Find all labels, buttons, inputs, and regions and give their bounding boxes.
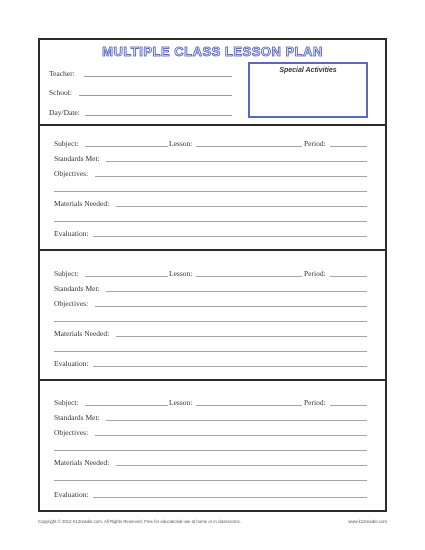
lesson-line[interactable] bbox=[196, 276, 302, 277]
lesson-label: Lesson: bbox=[169, 139, 193, 148]
objectives-line[interactable] bbox=[54, 321, 367, 322]
materials-label: Materials Needed: bbox=[54, 329, 110, 338]
school-label: School: bbox=[49, 88, 72, 97]
period-label: Period: bbox=[304, 398, 326, 407]
evaluation-line[interactable] bbox=[93, 497, 367, 498]
subject-label: Subject: bbox=[54, 398, 79, 407]
objectives-line[interactable] bbox=[95, 176, 367, 177]
special-activities-label: Special Activities bbox=[279, 67, 337, 74]
page-title: MULTIPLE CLASS LESSON PLAN bbox=[102, 44, 323, 59]
materials-label: Materials Needed: bbox=[54, 199, 110, 208]
evaluation-label: Evaluation: bbox=[54, 229, 89, 238]
period-label: Period: bbox=[304, 269, 326, 278]
materials-line[interactable] bbox=[54, 480, 367, 481]
evaluation-label: Evaluation: bbox=[54, 490, 89, 499]
special-activities-box[interactable] bbox=[248, 62, 368, 118]
materials-line[interactable] bbox=[116, 206, 367, 207]
objectives-line[interactable] bbox=[95, 306, 367, 307]
standards-line[interactable] bbox=[106, 420, 367, 421]
standards-line[interactable] bbox=[106, 291, 367, 292]
copyright-notice: Copyright © 2012 K12reader.com. All Rights Reserved. Free for educational use at home or in classrooms. bbox=[38, 519, 241, 524]
teacher-line[interactable] bbox=[84, 76, 232, 77]
subject-line[interactable] bbox=[85, 276, 168, 277]
materials-line[interactable] bbox=[116, 465, 367, 466]
site-url[interactable]: www.k12reader.com bbox=[348, 519, 387, 524]
objectives-label: Objectives: bbox=[54, 428, 89, 437]
objectives-line[interactable] bbox=[54, 450, 367, 451]
lesson-line[interactable] bbox=[196, 146, 302, 147]
lesson-line[interactable] bbox=[196, 405, 302, 406]
daydate-line[interactable] bbox=[85, 115, 232, 116]
period-line[interactable] bbox=[330, 405, 367, 406]
subject-label: Subject: bbox=[54, 269, 79, 278]
materials-line[interactable] bbox=[54, 351, 367, 352]
lesson-label: Lesson: bbox=[169, 398, 193, 407]
school-line[interactable] bbox=[79, 95, 232, 96]
standards-line[interactable] bbox=[106, 161, 367, 162]
objectives-line[interactable] bbox=[54, 191, 367, 192]
subject-label: Subject: bbox=[54, 139, 79, 148]
daydate-label: Day/Date: bbox=[49, 108, 80, 117]
lesson-block-3 bbox=[38, 384, 387, 510]
materials-line[interactable] bbox=[54, 221, 367, 222]
standards-label: Standards Met: bbox=[54, 154, 100, 163]
subject-line[interactable] bbox=[85, 146, 168, 147]
standards-label: Standards Met: bbox=[54, 284, 100, 293]
teacher-label: Teacher: bbox=[49, 69, 75, 78]
period-line[interactable] bbox=[330, 276, 367, 277]
lesson-label: Lesson: bbox=[169, 269, 193, 278]
evaluation-line[interactable] bbox=[93, 366, 367, 367]
objectives-label: Objectives: bbox=[54, 169, 89, 178]
subject-line[interactable] bbox=[85, 405, 168, 406]
standards-label: Standards Met: bbox=[54, 413, 100, 422]
materials-label: Materials Needed: bbox=[54, 458, 110, 467]
objectives-label: Objectives: bbox=[54, 299, 89, 308]
period-label: Period: bbox=[304, 139, 326, 148]
lesson-block-1 bbox=[38, 125, 387, 251]
materials-line[interactable] bbox=[116, 336, 367, 337]
lesson-block-2 bbox=[38, 255, 387, 381]
evaluation-label: Evaluation: bbox=[54, 359, 89, 368]
objectives-line[interactable] bbox=[95, 435, 367, 436]
period-line[interactable] bbox=[330, 146, 367, 147]
evaluation-line[interactable] bbox=[93, 236, 367, 237]
